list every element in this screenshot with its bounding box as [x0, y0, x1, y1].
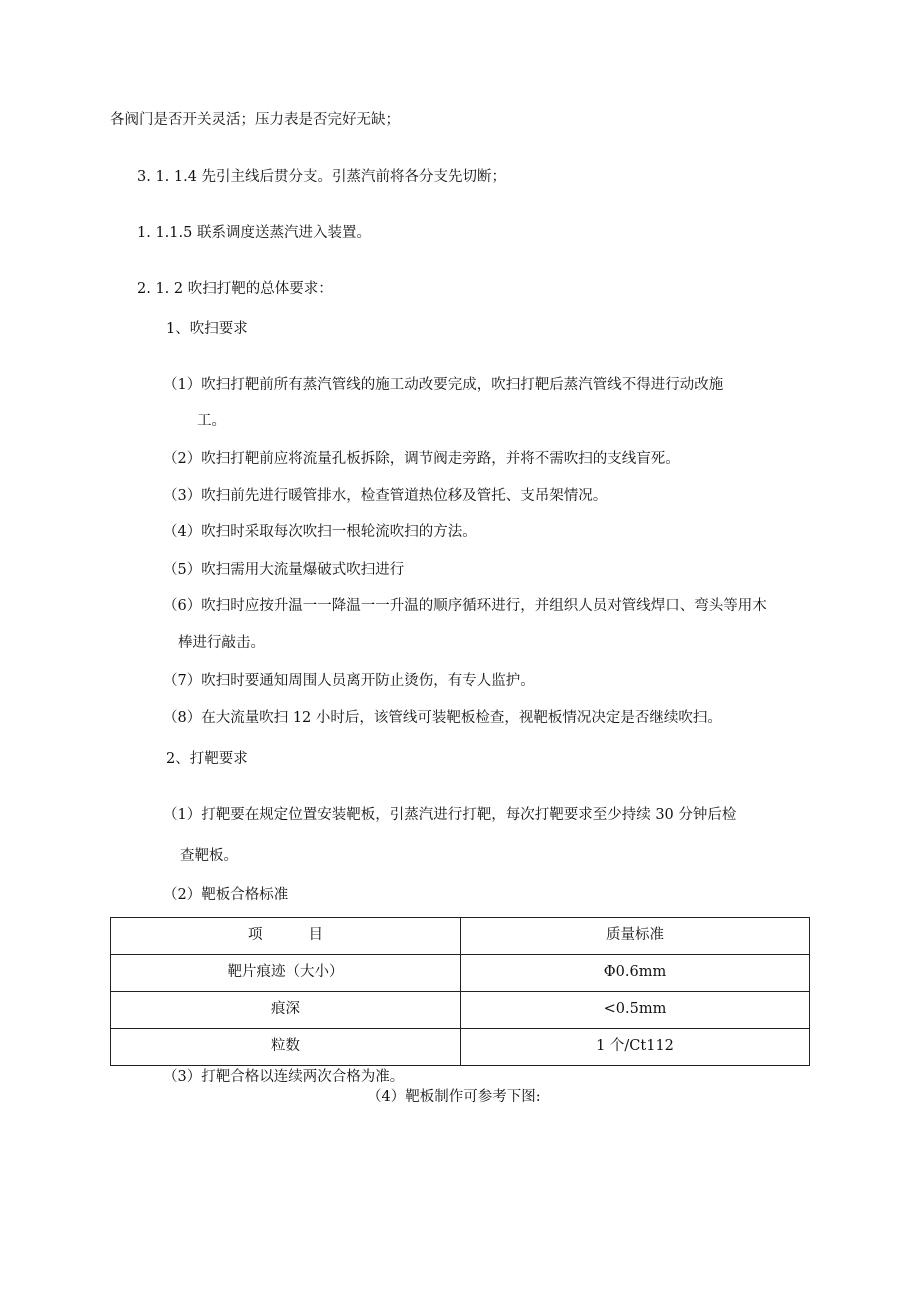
item-1-1-5: 1. 1.1.5 联系调度送蒸汽进入装置。: [137, 225, 371, 241]
subheading-targeting: 2、打靶要求: [166, 751, 248, 767]
table-cell: 1 个/Ct112: [461, 1029, 810, 1066]
blowing-item-3: （3）吹扫前先进行暖管排水，检查管道热位移及管托、支吊架情况。: [163, 488, 608, 504]
table-header-cell: 质量标准: [461, 918, 810, 955]
quality-standard-table: [110, 917, 810, 1066]
item-1-1-4: 3. 1. 1.4 先引主线后贯分支。引蒸汽前将各分支先切断；: [137, 169, 507, 185]
table-cell: <0.5mm: [461, 992, 810, 1029]
table-header-cell: 项 目: [111, 918, 461, 955]
targeting-item-3: （3）打靶合格以连续两次合格为准。: [163, 1069, 405, 1085]
targeting-item-4: （4）靶板制作可参考下图:: [367, 1089, 541, 1105]
blowing-item-1-cont: 工。: [197, 413, 226, 429]
subheading-blowing: 1、吹扫要求: [166, 321, 248, 337]
blowing-item-2: （2）吹扫打靶前应将流量孔板拆除，调节阀走旁路，并将不需吹扫的支线盲死。: [163, 451, 680, 467]
section-heading-1-2: 2. 1. 2 吹扫打靶的总体要求：: [137, 281, 333, 297]
table-cell: 靶片痕迹（大小）: [111, 955, 461, 992]
table-cell: 痕深: [111, 992, 461, 1029]
table-row: [111, 955, 810, 992]
targeting-item-1: （1）打靶要在规定位置安装靶板，引蒸汽进行打靶，每次打靶要求至少持续 30 分钟后检: [163, 807, 737, 823]
targeting-item-2: （2）靶板合格标准: [163, 887, 289, 903]
table-header-row: [111, 918, 810, 955]
blowing-item-7: （7）吹扫时要通知周围人员离开防止烫伤，有专人监护。: [163, 673, 535, 689]
table-cell: 粒数: [111, 1029, 461, 1066]
blowing-item-4: （4）吹扫时采取每次吹扫一根轮流吹扫的方法。: [163, 524, 477, 540]
targeting-item-1-cont: 查靶板。: [180, 848, 238, 864]
blowing-item-1: （1）吹扫打靶前所有蒸汽管线的施工动改要完成，吹扫打靶后蒸汽管线不得进行动改施: [163, 377, 724, 393]
blowing-item-5: （5）吹扫需用大流量爆破式吹扫进行: [163, 562, 405, 578]
blowing-item-8: （8）在大流量吹扫 12 小时后，该管线可装靶板检查，视靶板情况决定是否继续吹扫。: [163, 710, 722, 726]
table-row: [111, 992, 810, 1029]
table-row: [111, 1029, 810, 1066]
table-cell: Φ0.6mm: [461, 955, 810, 992]
blowing-item-6: （6）吹扫时应按升温一一降温一一升温的顺序循环进行，并组织人员对管线焊口、弯头等用木: [163, 598, 767, 614]
paragraph-valves-check: 各阀门是否开关灵活；压力表是否完好无缺；: [110, 112, 400, 128]
blowing-item-6-cont: 棒进行敲击。: [178, 635, 265, 651]
